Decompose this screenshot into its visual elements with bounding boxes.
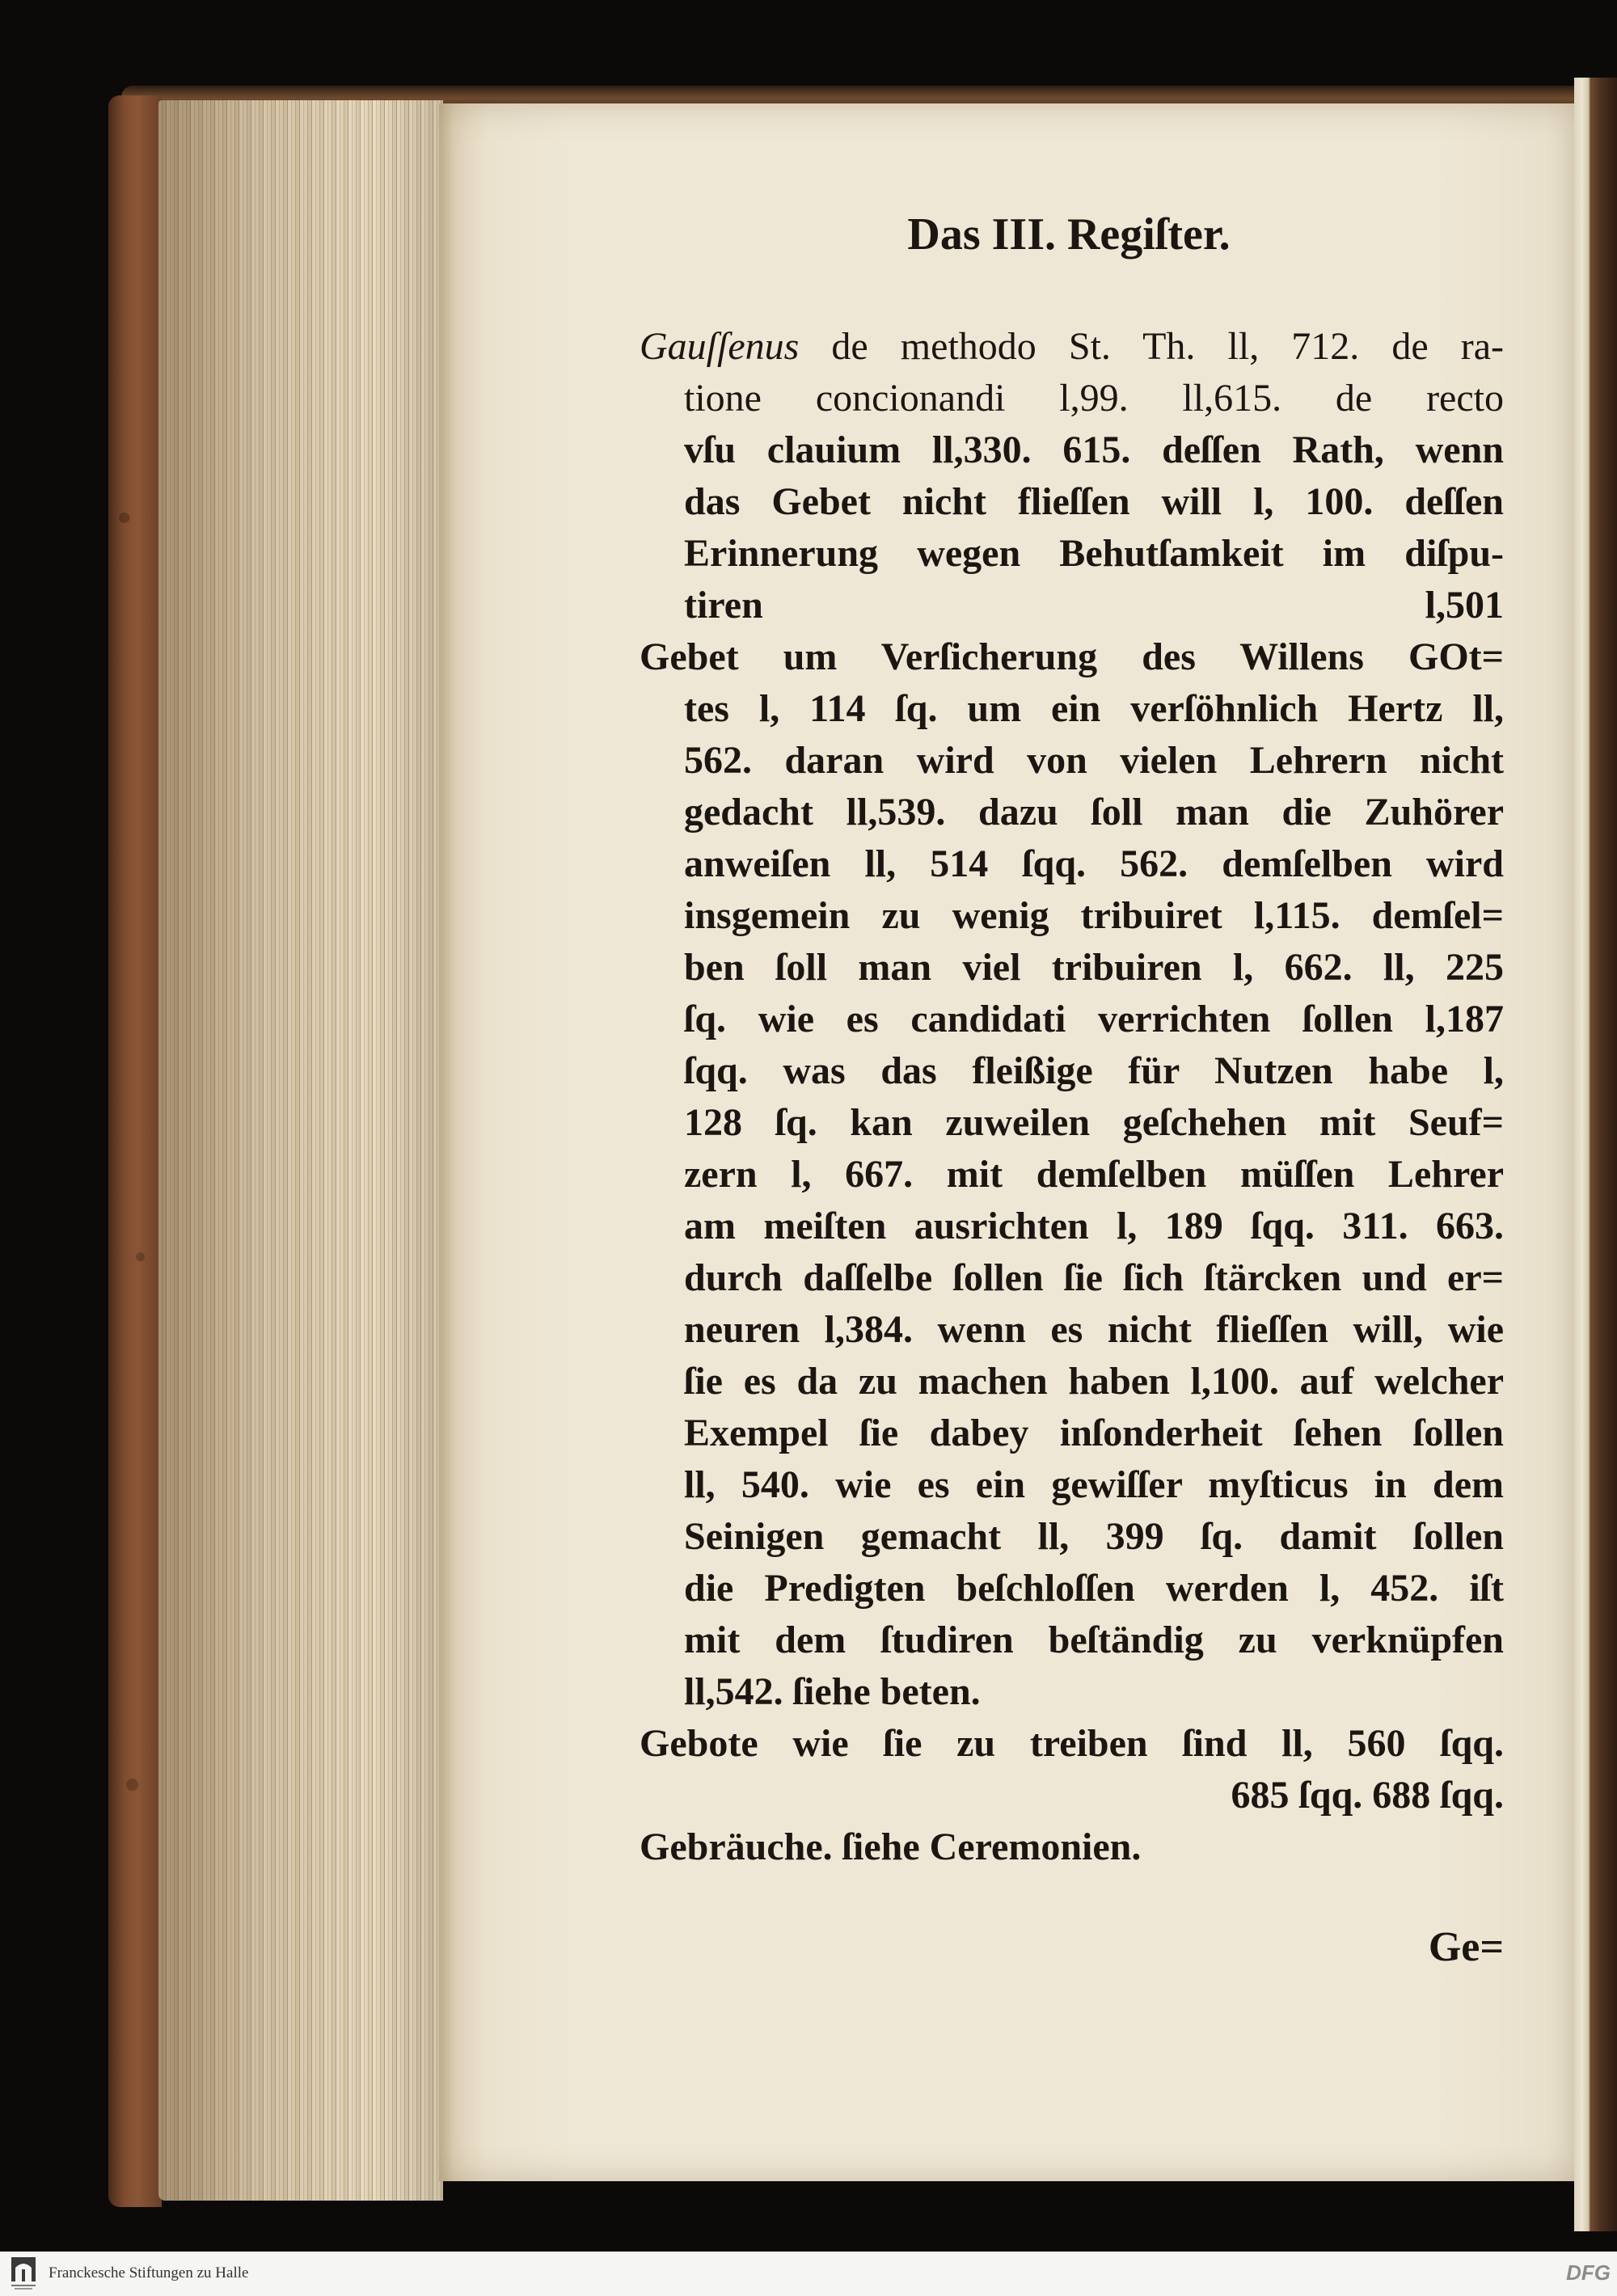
index-line: anweiſen ll, 514 ſqq. 562. demſelben wird (684, 842, 1504, 885)
index-line: vſu clauium ll,330. 615. deſſen Rath, wenn (684, 428, 1504, 471)
foundation-crest-icon (8, 2255, 39, 2292)
index-entry-first-line (640, 321, 1504, 373)
index-line: 562. daran wird von vielen Lehrern nicht (684, 739, 1504, 782)
index-text-block (640, 321, 1504, 1873)
index-line: 685 ſqq. 688 ſqq. (1231, 1774, 1504, 1817)
index-line: ben ſoll man viel tribuiren l, 662. ll, 225 (684, 946, 1504, 989)
leather-binding (108, 95, 162, 2207)
headword: Gauſſenus (640, 325, 800, 368)
index-entry-first-line: Gebet um Verſicherung des Willens GOt= (640, 635, 1504, 678)
index-line: am meiſten ausrichten l, 189 ſqq. 311. 663. (684, 1205, 1504, 1247)
index-line: tione concionandi l,99. ll,615. de recto (684, 377, 1504, 420)
institution-name: Franckesche Stiftungen zu Halle (49, 2264, 249, 2281)
index-line: 128 ſq. kan zuweilen geſchehen mit Seuf= (684, 1101, 1504, 1144)
index-line: insgemein zu wenig tribuiret l,115. demſel= (684, 894, 1504, 937)
index-line: die Predigten beſchloſſen werden l, 452. iſt (684, 1567, 1504, 1610)
index-line: zern l, 667. mit demſelben müſſen Lehrer (684, 1153, 1504, 1196)
running-head: Das III. Regiſter. (907, 209, 1231, 260)
facing-page-edge (1574, 78, 1617, 2231)
index-entry-first-line: Gebote wie ſie zu treiben ſind ll, 560 ſqq. (640, 1722, 1504, 1765)
index-line: Erinnerung wegen Behutſamkeit im diſpu- (684, 532, 1504, 575)
index-line: durch daſſelbe ſollen ſie ſich ſtärcken und er= (684, 1256, 1504, 1299)
index-line: das Gebet nicht flieſſen will l, 100. deſſen (684, 480, 1504, 523)
index-entry-first-line: Gebräuche. ſiehe Ceremonien. (640, 1825, 1142, 1868)
index-line: Seinigen gemacht ll, 399 ſq. damit ſollen (684, 1515, 1504, 1558)
index-line: gedacht ll,539. dazu ſoll man die Zuhörer (684, 791, 1504, 834)
index-line: ll,542. ſiehe beten. (684, 1670, 981, 1713)
index-line: tes l, 114 ſq. um ein verſöhnlich Hertz ll, (684, 687, 1504, 730)
index-line: tiren l,501 (684, 584, 1504, 627)
index-line: ſq. wie es candidati verrichten ſollen l,187 (684, 998, 1504, 1040)
index-line: ll, 540. wie es ein gewiſſer myſticus in dem (684, 1463, 1504, 1506)
index-line: ſie es da zu machen haben l,100. auf welcher (684, 1360, 1504, 1403)
catchword: Ge= (1428, 1924, 1504, 1970)
funder-mark: DFG (1566, 2260, 1611, 2285)
line-text: de methodo St. Th. ll, 712. de ra- (831, 325, 1505, 368)
page-edges-stack (158, 100, 443, 2201)
index-line: neuren l,384. wenn es nicht flieſſen will, wie (684, 1308, 1504, 1351)
index-line: mit dem ſtudiren beſtändig zu verknüpfen (684, 1619, 1504, 1661)
index-line: Exempel ſie dabey inſonderheit ſehen ſollen (684, 1412, 1504, 1454)
index-line: ſqq. was das fleißige für Nutzen habe l, (684, 1049, 1504, 1092)
